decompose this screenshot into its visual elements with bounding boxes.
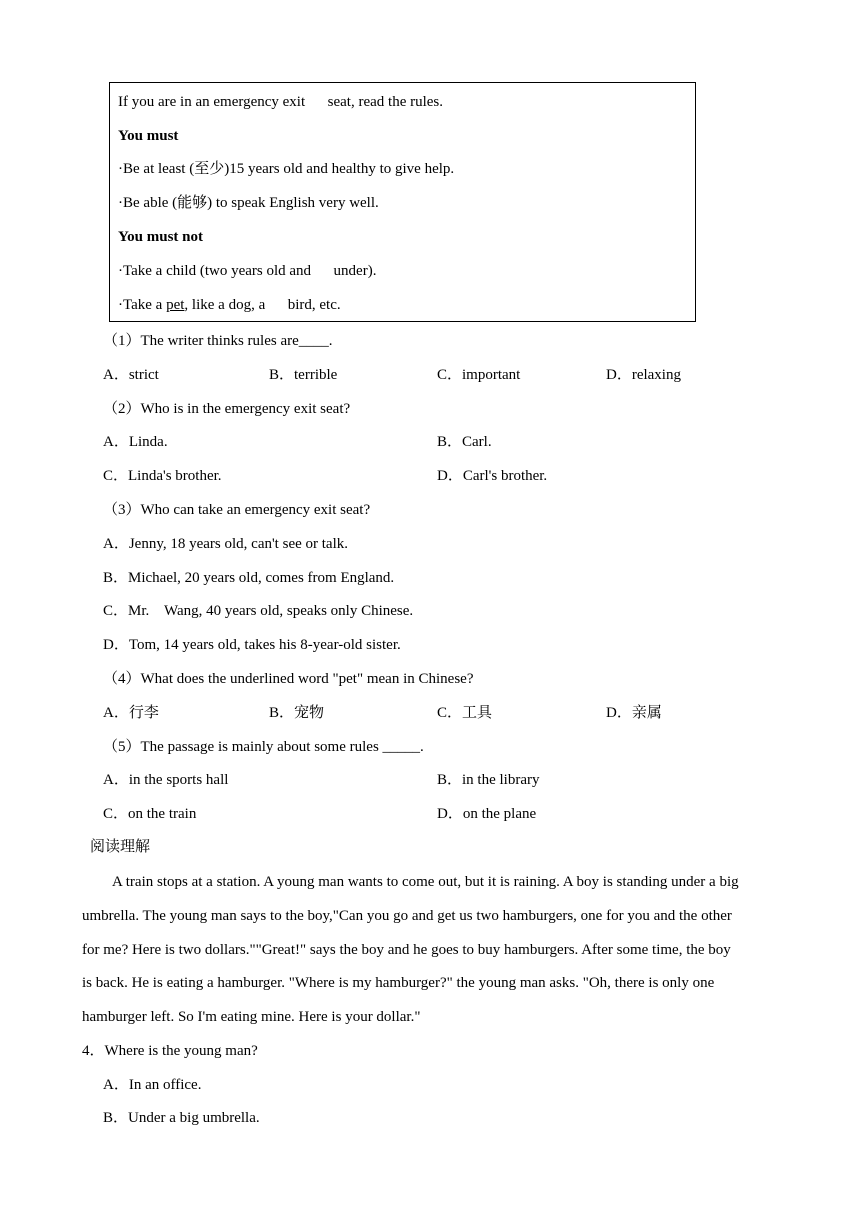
option-a: A．In an office. bbox=[103, 1077, 202, 1093]
option-d: D．亲属 bbox=[606, 705, 662, 721]
question-text: （1）The writer thinks rules are bbox=[103, 333, 299, 349]
option-b: B．Carl. bbox=[437, 434, 492, 450]
option-a: A．行李 bbox=[103, 705, 159, 721]
option-a: A．Linda. bbox=[103, 434, 168, 450]
rules-must-not-item: ·Take a child (two years old and under). bbox=[118, 263, 377, 279]
passage-line: is back. He is eating a hamburger. "Where is my hamburger?" the young man asks. "Oh, there is only one bbox=[82, 975, 715, 991]
underlined-word-pet: pet bbox=[166, 297, 185, 313]
rules-intro: If you are in an emergency exit seat, read the rules. bbox=[118, 94, 444, 110]
option-c: C．on the train bbox=[103, 806, 197, 822]
option-d: D．on the plane bbox=[437, 806, 537, 822]
option-b: B．terrible bbox=[269, 367, 338, 383]
passage-line: umbrella. The young man says to the boy,"Can you go and get us two hamburgers, one for you and the other bbox=[82, 908, 732, 924]
option-a: A．Jenny, 18 years old, can't see or talk. bbox=[103, 536, 348, 552]
question-end: . bbox=[420, 739, 424, 755]
option-a: A．strict bbox=[103, 367, 159, 383]
option-d: D．Tom, 14 years old, takes his 8-year-old sister. bbox=[103, 637, 401, 653]
rules-must-heading: You must bbox=[118, 128, 179, 144]
question-stem bbox=[103, 740, 424, 755]
option-d: D．relaxing bbox=[606, 367, 681, 383]
answer-blank: ____ bbox=[298, 333, 329, 349]
option-c: C．Mr. Wang, 40 years old, speaks only Chinese. bbox=[103, 603, 414, 619]
option-d: D．Carl's brother. bbox=[437, 468, 548, 484]
option-b: B．Under a big umbrella. bbox=[103, 1110, 260, 1126]
rules-must-item: ·Be able (能够) to speak English very well. bbox=[118, 195, 379, 211]
rules-item-text: ·Take a bbox=[118, 297, 167, 313]
question-stem bbox=[103, 334, 333, 349]
passage-line: A train stops at a station. A young man wants to come out, but it is raining. A boy is standing under a big bbox=[112, 874, 739, 890]
rules-must-not-item bbox=[118, 298, 341, 313]
option-c: C．工具 bbox=[437, 705, 493, 721]
option-c: C．Linda's brother. bbox=[103, 468, 222, 484]
passage-line: for me? Here is two dollars.""Great!" says the boy and he goes to buy hamburgers. After some time, the boy bbox=[82, 942, 731, 958]
rules-must-item: ·Be at least (至少)15 years old and healthy to give help. bbox=[118, 161, 455, 177]
rules-must-not-heading: You must not bbox=[118, 229, 204, 245]
question-stem: （4）What does the underlined word "pet" mean in Chinese? bbox=[103, 671, 474, 687]
option-c: C．important bbox=[437, 367, 521, 383]
question-stem: （2）Who is in the emergency exit seat? bbox=[103, 401, 351, 417]
question-text: （5）The passage is mainly about some rules bbox=[103, 739, 379, 755]
option-b: B．Michael, 20 years old, comes from England. bbox=[103, 570, 395, 586]
question-end: . bbox=[328, 333, 333, 349]
passage-line: hamburger left. So I'm eating mine. Here is your dollar." bbox=[82, 1009, 421, 1025]
question-stem: （3）Who can take an emergency exit seat? bbox=[103, 502, 371, 518]
option-b: B．宠物 bbox=[269, 705, 325, 721]
section-title: 阅读理解 bbox=[90, 839, 151, 855]
option-a: A．in the sports hall bbox=[103, 772, 229, 788]
question-stem: 4．Where is the young man? bbox=[82, 1043, 258, 1059]
answer-blank: _____ bbox=[382, 739, 421, 755]
option-b: B．in the library bbox=[437, 772, 540, 788]
rules-item-text: , like a dog, a bird, etc. bbox=[184, 297, 341, 313]
